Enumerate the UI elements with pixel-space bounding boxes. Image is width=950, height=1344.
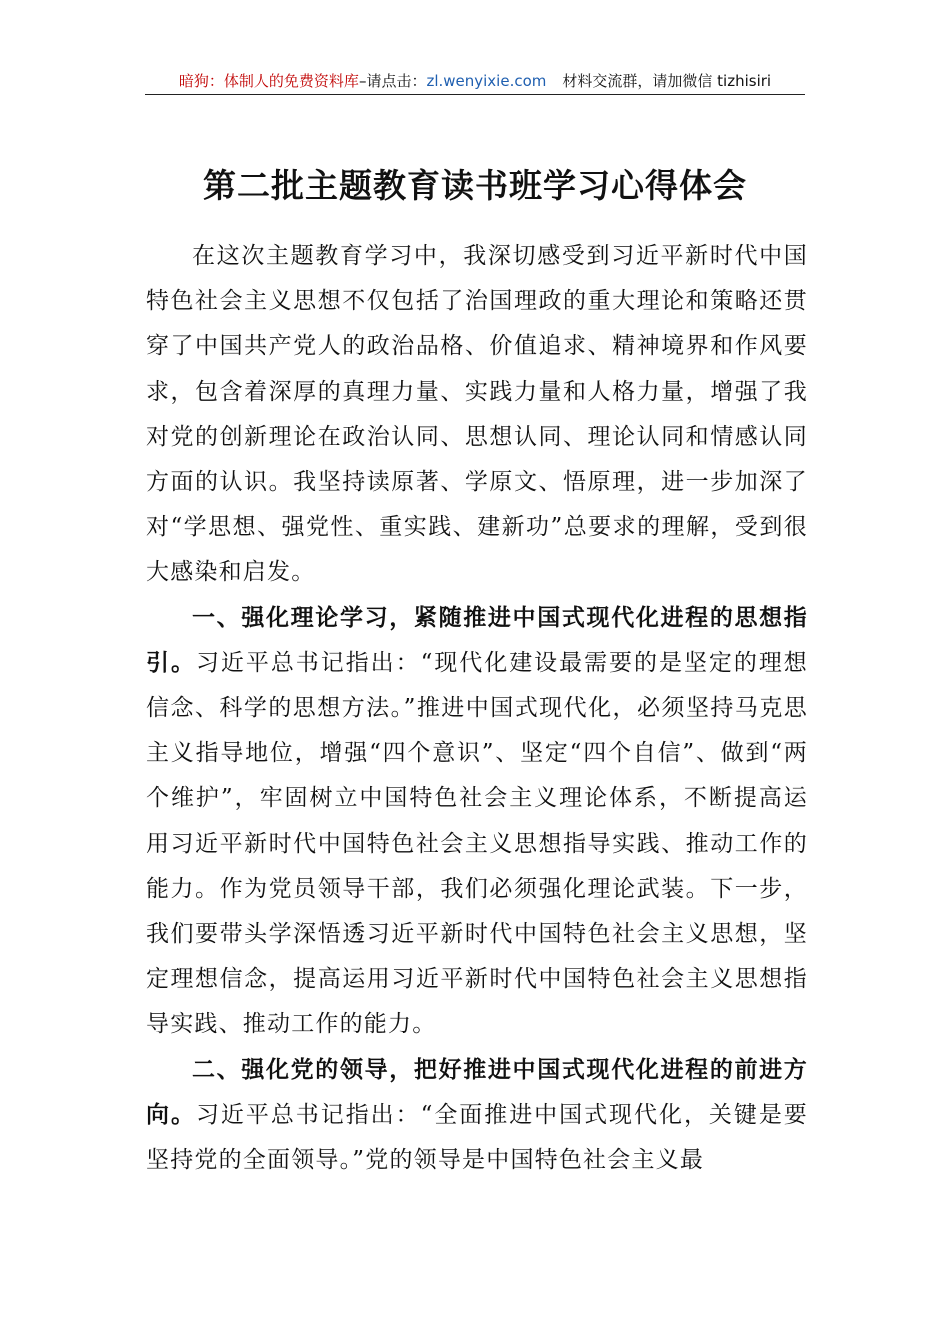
paragraph-section-1 (146, 596, 808, 1048)
paragraph-section-2 (146, 1048, 808, 1184)
header-click-label: –请点击： (358, 72, 427, 90)
header-group-note: 材料交流群，请加微信 tizhisiri (562, 72, 772, 90)
paragraph-text: 习近平总书记指出：“现代化建设最需要的是坚定的理想信念、科学的思想方法。”推进中国式现代化，必须坚持马克思主义指导地位，增强“四个意识”、坚定“四个自信”、做到“两个维护”，牢固树立中国特色社会主义理论体系，不断提高运用习近平新时代中国特色社会主义思想指导实践、推动工作的能力。作为党员领导干部，我们必须强化理论武装。下一步，我们要带头学深悟透习近平新时代中国特色社会主义思想，坚定理想信念，提高运用习近平新时代中国特色社会主义思想指导实践、推动工作的能力。 (146, 649, 808, 1038)
paragraph-intro (146, 234, 808, 596)
paragraph-text: 习近平总书记指出：“全面推进中国式现代化，关键是要坚持党的全面领导。”党的领导是中国特色社会主义最 (146, 1101, 808, 1174)
header-url-link[interactable]: zl.wenyixie.com (426, 72, 547, 90)
document-body (146, 234, 808, 1183)
header-brand: 暗狗：体制人的免费资料库 (178, 72, 359, 90)
section-heading: 二、强化党的领导，把好推进中国式现代化进程的前进方向。 (146, 1056, 808, 1128)
document-title: 第二批主题教育读书班学习心得体会 (203, 166, 747, 205)
page-header (145, 68, 805, 95)
paragraph-text: 在这次主题教育学习中，我深切感受到习近平新时代中国特色社会主义思想不仅包括了治国理政的重大理论和策略还贯穿了中国共产党人的政治品格、价值追求、精神境界和作风要求，包含着深厚的真理力量、实践力量和人格力量，增强了我对党的创新理论在政治认同、思想认同、理论认同和情感认同方面的认识。我坚持读原著、学原文、悟原理，进一步加深了对“学思想、强党性、重实践、建新功”总要求的理解，受到很大感染和启发。 (146, 243, 808, 586)
section-heading: 一、强化理论学习，紧随推进中国式现代化进程的思想指引。 (146, 604, 808, 676)
